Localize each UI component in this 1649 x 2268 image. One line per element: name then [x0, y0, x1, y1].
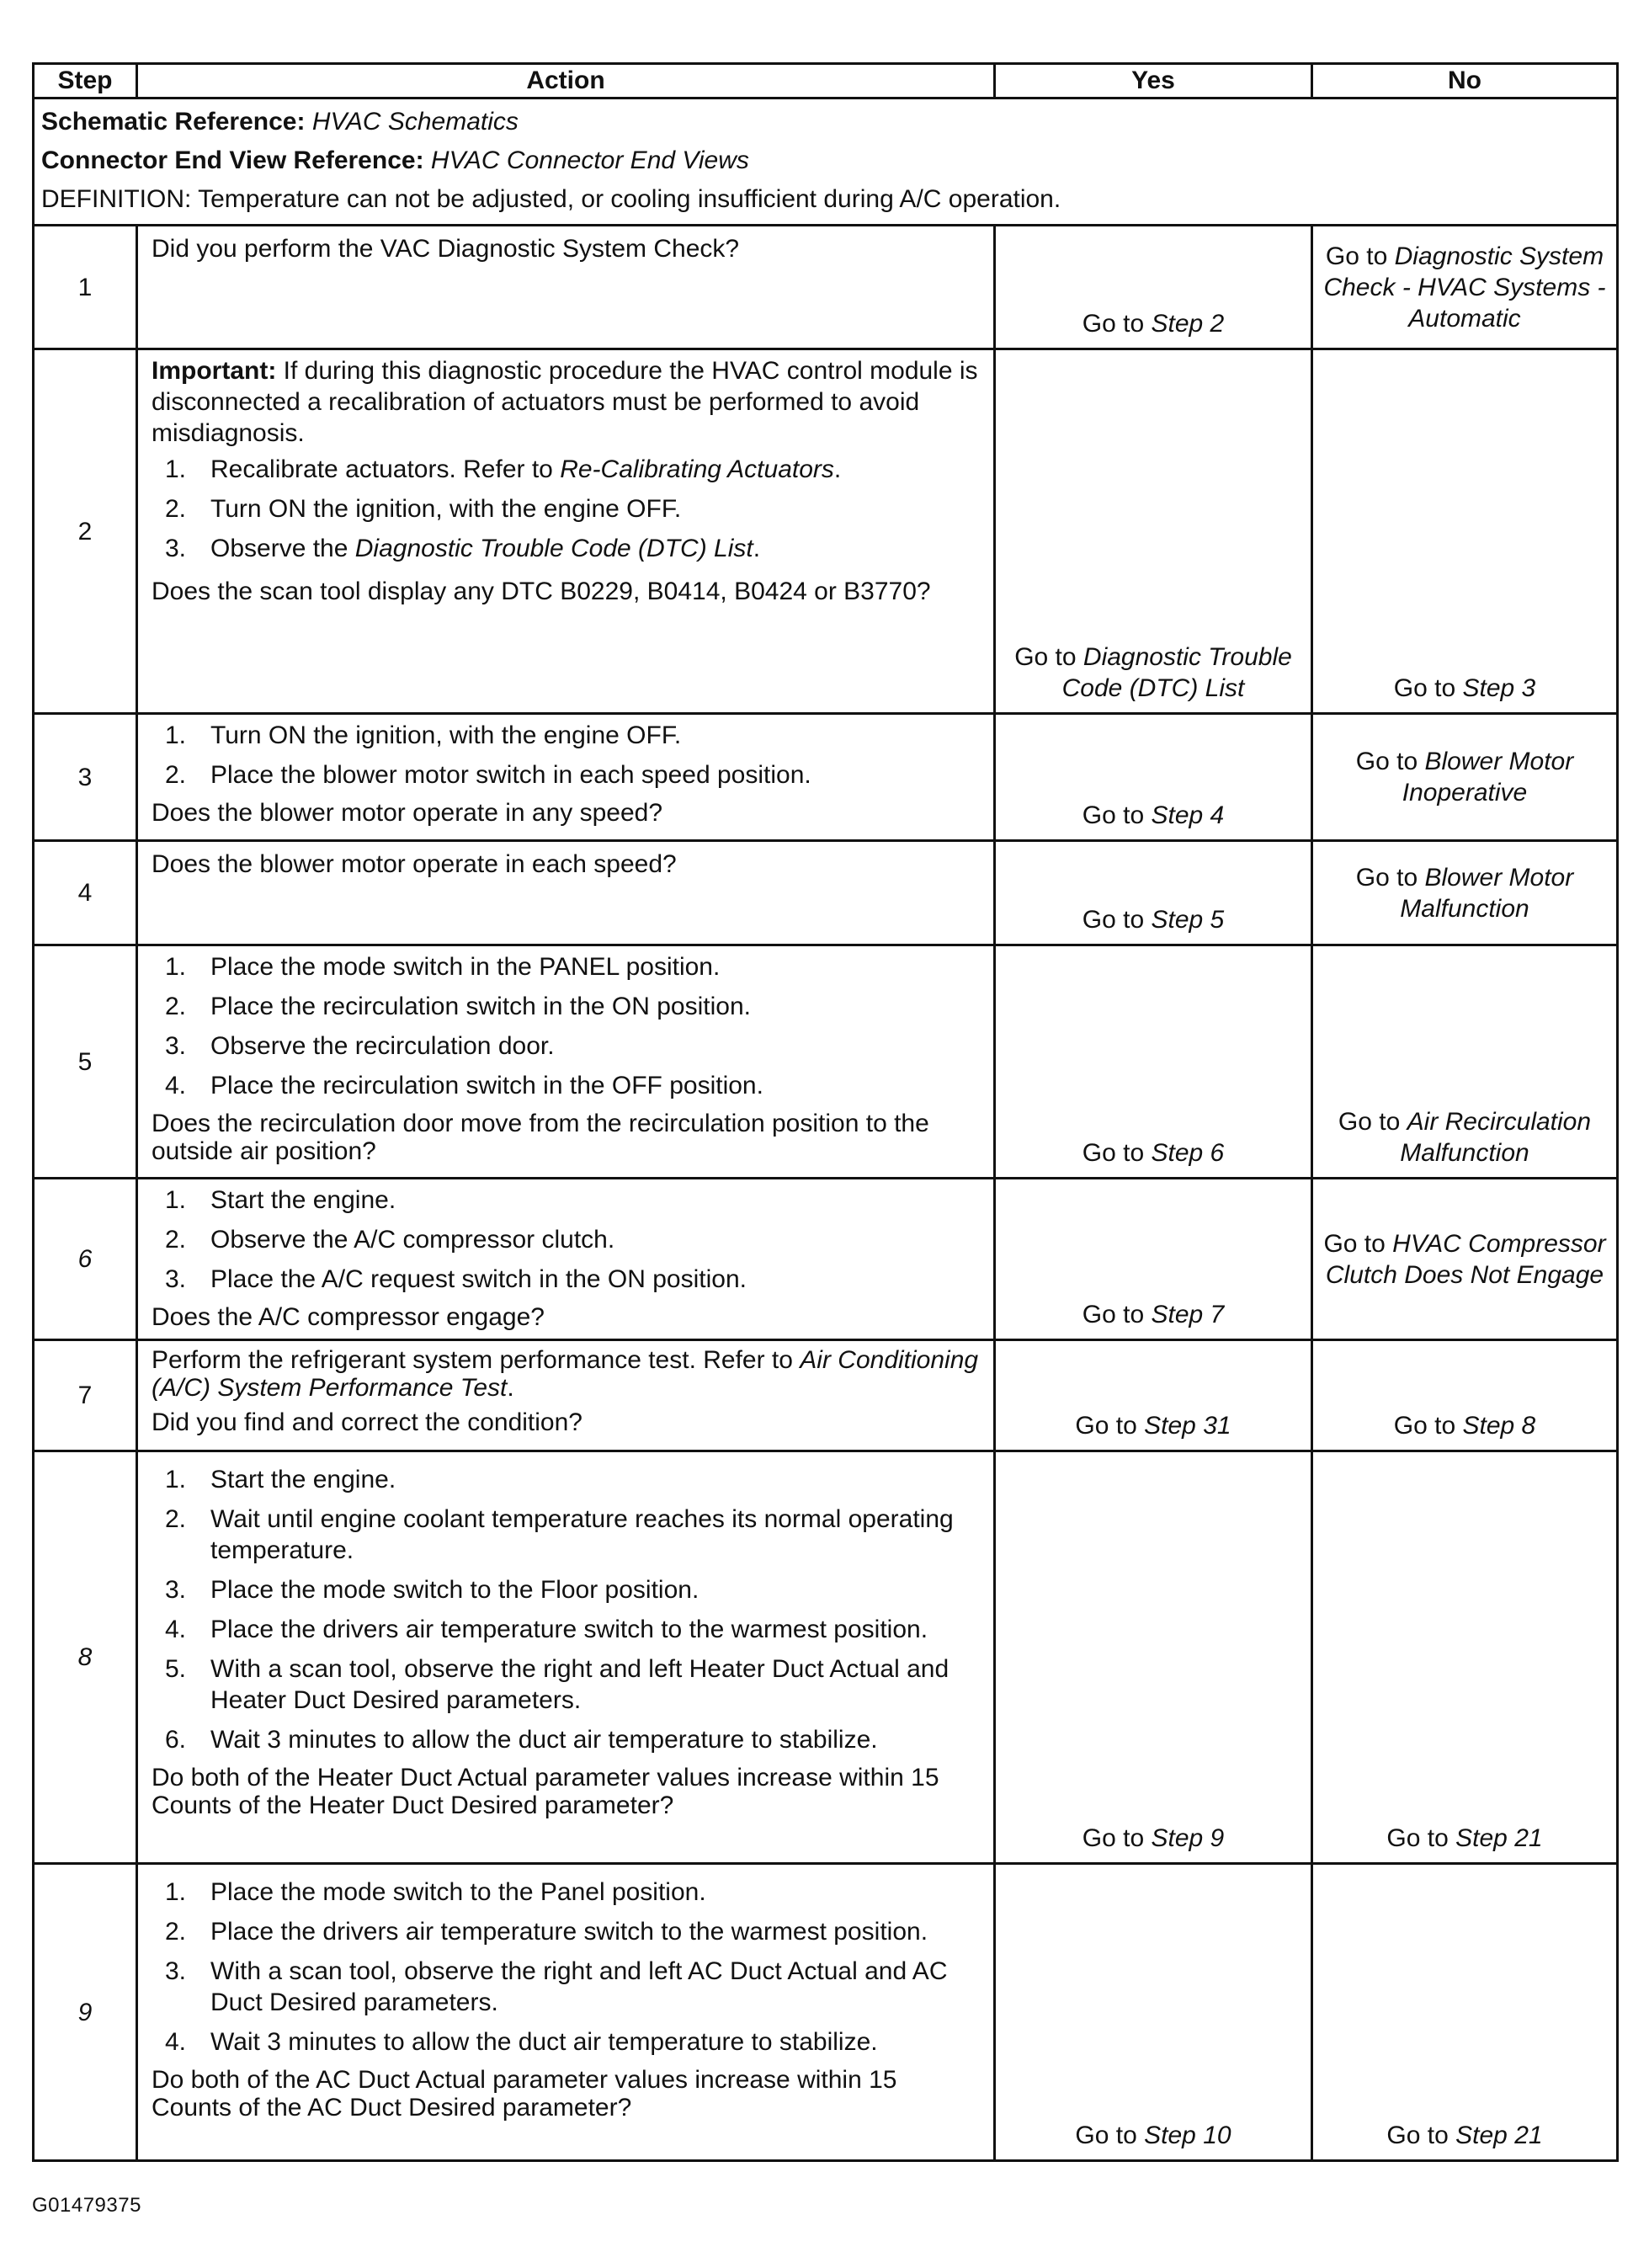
connector-reference-label: Connector End View Reference:	[41, 146, 424, 174]
step-question: Does the recirculation door move from the recirculation position to the outside air position?	[152, 1110, 929, 1165]
figure-code: G01479375	[32, 2194, 141, 2217]
list-item	[152, 533, 981, 564]
yes-goto-link[interactable]: Step 5	[1151, 906, 1225, 934]
important-note	[152, 355, 981, 449]
list-item	[152, 1030, 981, 1062]
item-number: 2.	[165, 761, 187, 789]
diagnostic-table	[32, 62, 1619, 2162]
no-cell	[1312, 714, 1618, 841]
list-item	[152, 951, 981, 982]
item-number: 3.	[165, 1957, 187, 1985]
schematic-reference-link[interactable]: HVAC Schematics	[311, 108, 519, 136]
yes-goto-link[interactable]: Step 2	[1151, 310, 1225, 338]
list-item	[152, 1464, 981, 1495]
step-number: 3	[34, 714, 137, 841]
list-item	[152, 493, 981, 524]
no-goto-link[interactable]: Blower Motor Inoperative	[1402, 748, 1574, 807]
action-cell	[137, 1340, 995, 1451]
list-item	[152, 1653, 981, 1716]
list-item	[152, 1504, 981, 1566]
item-text: With a scan tool, observe the right and left Heater Duct Actual and Heater Duct Desired parameters.	[210, 1655, 950, 1714]
step-number-text: 9	[77, 1998, 93, 2026]
action-cell	[137, 1451, 995, 1864]
no-cell	[1312, 1179, 1618, 1340]
schematic-reference-label: Schematic Reference:	[41, 108, 306, 136]
table-row	[34, 1340, 1618, 1451]
item-number: 2.	[165, 1918, 187, 1946]
no-cell	[1312, 226, 1618, 349]
yes-goto-link[interactable]: Step 7	[1151, 1301, 1225, 1328]
step-question: Do both of the Heater Duct Actual parameter values increase within 15 Counts of the Heater Duct Desired parameter?	[152, 1764, 939, 1819]
item-number: 4.	[165, 1616, 187, 1643]
no-goto-link[interactable]: Step 21	[1455, 1824, 1543, 1852]
important-text: If during this diagnostic procedure the HVAC control module is disconnected a recalibration of actuators must be performed to avoid misdiagnosis.	[152, 357, 978, 447]
yes-cell	[995, 714, 1312, 841]
step-number-text: 6	[77, 1245, 93, 1273]
yes-cell	[995, 1451, 1312, 1864]
step-items	[152, 720, 981, 791]
step-number: 4	[34, 841, 137, 945]
no-goto-prefix: Go to	[1338, 1108, 1407, 1136]
item-number: 3.	[165, 535, 187, 562]
no-goto-link[interactable]: Diagnostic System Check - HVAC Systems - Automatic	[1323, 242, 1606, 333]
definition-text: DEFINITION: Temperature can not be adjusted, or cooling insufficient during A/C operation.	[41, 185, 1061, 213]
list-item	[152, 1185, 981, 1216]
important-label: Important:	[152, 357, 277, 385]
item-text: Observe the A/C compressor clutch.	[210, 1226, 615, 1254]
item-text: Place the recirculation switch in the ON position.	[210, 993, 751, 1020]
item-number: 3.	[165, 1576, 187, 1604]
item-number: 1.	[165, 455, 187, 483]
intro-tail: .	[507, 1374, 514, 1402]
table-row	[34, 1864, 1618, 2161]
reference-row	[34, 98, 1618, 226]
no-goto-prefix: Go to	[1393, 674, 1463, 702]
no-goto-prefix: Go to	[1325, 242, 1395, 270]
list-item	[152, 1724, 981, 1755]
item-number: 2.	[165, 993, 187, 1020]
table-header-row	[34, 64, 1618, 98]
list-item	[152, 1264, 981, 1295]
item-text: Place the recirculation switch in the OFF position.	[210, 1072, 763, 1099]
table-row	[34, 714, 1618, 841]
no-goto-link[interactable]: Step 8	[1462, 1412, 1536, 1440]
step-question: Does the blower motor operate in any speed?	[152, 799, 663, 827]
no-goto-link[interactable]: Blower Motor Malfunction	[1400, 863, 1574, 923]
no-cell	[1312, 1864, 1618, 2161]
item-number: 6.	[165, 1726, 187, 1754]
no-goto-prefix: Go to	[1386, 1824, 1456, 1852]
step-number-text: 8	[77, 1643, 93, 1671]
header-action: Action	[137, 64, 995, 98]
yes-cell	[995, 349, 1312, 714]
item-number: 3.	[165, 1032, 187, 1060]
item-number: 1.	[165, 721, 187, 749]
list-item	[152, 720, 981, 751]
item-text: Place the mode switch to the Floor position.	[210, 1576, 699, 1604]
item-number: 3.	[165, 1265, 187, 1293]
yes-cell	[995, 1864, 1312, 2161]
yes-goto-link[interactable]: Step 9	[1151, 1824, 1225, 1852]
list-item	[152, 1574, 981, 1605]
yes-goto-prefix: Go to	[1082, 906, 1152, 934]
item-text: Recalibrate actuators. Refer to	[210, 455, 561, 483]
list-item	[152, 1224, 981, 1255]
action-cell	[137, 1179, 995, 1340]
no-goto-prefix: Go to	[1355, 748, 1425, 775]
step-number: 2	[34, 349, 137, 714]
yes-cell	[995, 1340, 1312, 1451]
no-goto-prefix: Go to	[1355, 863, 1425, 892]
item-text: Observe the recirculation door.	[210, 1032, 555, 1060]
item-tail: .	[753, 535, 761, 562]
step-number: 5	[34, 945, 137, 1179]
no-goto-link[interactable]: HVAC Compressor Clutch Does Not Engage	[1325, 1229, 1606, 1289]
header-step: Step	[34, 64, 137, 98]
item-text: Observe the	[210, 535, 355, 562]
item-text: Start the engine.	[210, 1466, 396, 1493]
table-row	[34, 1451, 1618, 1864]
list-item	[152, 2026, 981, 2058]
table-row	[34, 1179, 1618, 1340]
yes-goto-prefix: Go to	[1075, 2122, 1145, 2149]
no-goto-prefix: Go to	[1323, 1229, 1393, 1258]
yes-cell	[995, 226, 1312, 349]
list-item	[152, 1956, 981, 2018]
step-items	[152, 1464, 981, 1755]
no-cell	[1312, 349, 1618, 714]
yes-goto-prefix: Go to	[1082, 1301, 1152, 1328]
step-items	[152, 951, 981, 1101]
item-reference-link[interactable]: Re-Calibrating Actuators	[560, 455, 834, 483]
action-cell	[137, 349, 995, 714]
connector-reference	[41, 141, 1609, 180]
item-text: Turn ON the ignition, with the engine OFF.	[210, 721, 682, 749]
item-number: 5.	[165, 1655, 187, 1683]
item-text: Place the mode switch in the PANEL position.	[210, 953, 721, 981]
yes-cell	[995, 1179, 1312, 1340]
item-tail: .	[833, 455, 842, 483]
action-cell	[137, 714, 995, 841]
no-cell	[1312, 945, 1618, 1179]
item-number: 1.	[165, 1186, 187, 1214]
no-goto-prefix: Go to	[1393, 1412, 1463, 1440]
yes-goto-link[interactable]: Diagnostic Trouble Code (DTC) List	[1061, 643, 1292, 702]
table-row	[34, 349, 1618, 714]
no-cell	[1312, 1340, 1618, 1451]
step-number: 1	[34, 226, 137, 349]
item-number: 1.	[165, 1878, 187, 1906]
yes-goto-prefix: Go to	[1014, 643, 1083, 671]
yes-goto-link[interactable]: Step 31	[1144, 1412, 1231, 1440]
list-item	[152, 1070, 981, 1101]
table-row	[34, 841, 1618, 945]
step-question: Does the A/C compressor engage?	[152, 1303, 545, 1331]
reference-cell	[34, 98, 1618, 226]
no-goto-prefix: Go to	[1386, 2122, 1456, 2149]
step-question: Does the scan tool display any DTC B0229, B0414, B0424 or B3770?	[152, 578, 931, 605]
header-no: No	[1312, 64, 1618, 98]
step-number	[34, 1451, 137, 1864]
intro-reference-link[interactable]: Air Conditioning (A/C) System Performance Test	[152, 1346, 979, 1402]
step-question: Did you perform the VAC Diagnostic System Check?	[152, 235, 740, 263]
item-number: 1.	[165, 953, 187, 981]
intro-text: Perform the refrigerant system performance test. Refer to	[152, 1346, 801, 1374]
item-number: 2.	[165, 1505, 187, 1533]
yes-goto-link[interactable]: Step 6	[1151, 1139, 1225, 1167]
item-number: 4.	[165, 2028, 187, 2056]
yes-cell	[995, 841, 1312, 945]
yes-goto-prefix: Go to	[1082, 1824, 1152, 1852]
item-text: Place the A/C request switch in the ON position.	[210, 1265, 747, 1293]
yes-goto-link[interactable]: Step 10	[1144, 2122, 1231, 2149]
no-cell	[1312, 841, 1618, 945]
item-number: 4.	[165, 1072, 187, 1099]
connector-reference-link[interactable]: HVAC Connector End Views	[430, 146, 749, 174]
action-cell	[137, 841, 995, 945]
table-row	[34, 945, 1618, 1179]
list-item	[152, 991, 981, 1022]
list-item	[152, 454, 981, 485]
step-items	[152, 1877, 981, 2058]
item-text: With a scan tool, observe the right and left AC Duct Actual and AC Duct Desired parameters.	[210, 1957, 948, 2016]
action-cell	[137, 945, 995, 1179]
item-number: 2.	[165, 495, 187, 523]
step-number: 7	[34, 1340, 137, 1451]
yes-goto-prefix: Go to	[1075, 1412, 1145, 1440]
table-row	[34, 226, 1618, 349]
item-number: 1.	[165, 1466, 187, 1493]
yes-goto-prefix: Go to	[1082, 310, 1152, 338]
header-yes: Yes	[995, 64, 1312, 98]
step-intro	[152, 1346, 981, 1402]
item-text: Start the engine.	[210, 1186, 396, 1214]
item-text: Wait 3 minutes to allow the duct air temperature to stabilize.	[210, 1726, 878, 1754]
action-cell	[137, 1864, 995, 2161]
step-items	[152, 1185, 981, 1295]
step-question: Do both of the AC Duct Actual parameter values increase within 15 Counts of the AC Duct Desired parameter?	[152, 2066, 897, 2122]
yes-goto-prefix: Go to	[1082, 1139, 1152, 1167]
no-goto-link[interactable]: Step 3	[1462, 674, 1536, 702]
item-reference-link[interactable]: Diagnostic Trouble Code (DTC) List	[354, 535, 753, 562]
yes-goto-prefix: Go to	[1082, 801, 1152, 829]
step-items	[152, 454, 981, 572]
yes-cell	[995, 945, 1312, 1179]
item-text: Place the drivers air temperature switch to the warmest position.	[210, 1918, 928, 1946]
item-number: 2.	[165, 1226, 187, 1254]
list-item	[152, 1877, 981, 1908]
step-question: Did you find and correct the condition?	[152, 1408, 582, 1436]
item-text: Place the drivers air temperature switch to the warmest position.	[210, 1616, 928, 1643]
step-question: Does the blower motor operate in each speed?	[152, 850, 677, 878]
step-number	[34, 1179, 137, 1340]
no-goto-link[interactable]: Step 21	[1455, 2122, 1543, 2149]
item-text: Wait 3 minutes to allow the duct air temperature to stabilize.	[210, 2028, 878, 2056]
item-text: Turn ON the ignition, with the engine OFF.	[210, 495, 682, 523]
no-goto-link[interactable]: Air Recirculation Malfunction	[1400, 1108, 1592, 1167]
schematic-reference	[41, 103, 1609, 141]
item-text: Place the blower motor switch in each speed position.	[210, 761, 811, 789]
list-item	[152, 1916, 981, 1947]
list-item	[152, 759, 981, 791]
item-text: Place the mode switch to the Panel position.	[210, 1878, 706, 1906]
yes-goto-link[interactable]: Step 4	[1151, 801, 1225, 829]
item-text: Wait until engine coolant temperature reaches its normal operating temperature.	[210, 1505, 954, 1564]
no-cell	[1312, 1451, 1618, 1864]
step-number	[34, 1864, 137, 2161]
action-cell	[137, 226, 995, 349]
list-item	[152, 1614, 981, 1645]
